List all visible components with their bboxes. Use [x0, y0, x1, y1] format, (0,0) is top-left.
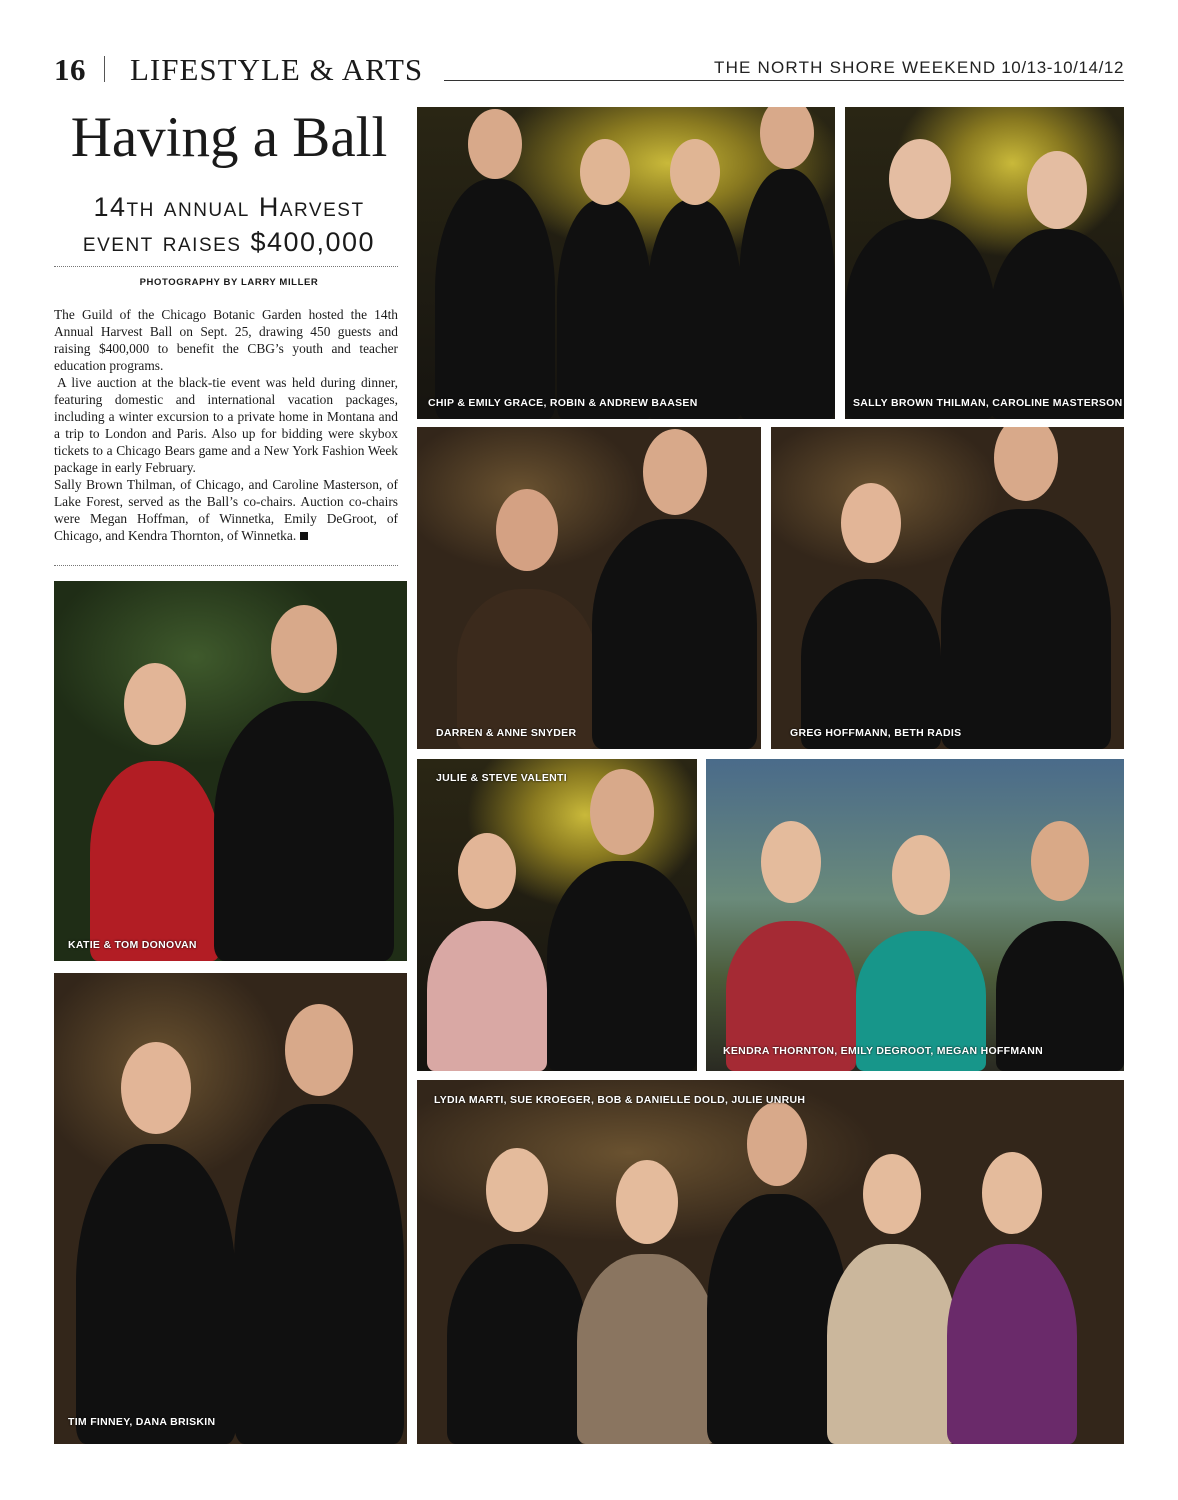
dotted-rule: [54, 565, 398, 566]
person-figure: [557, 199, 652, 419]
person-figure: [707, 1194, 847, 1444]
article-paragraph-text: Sally Brown Thilman, of Chicago, and Caroline Masterson, of Lake Forest, served as the Ball’s co-chairs. Auction co-chairs were Megan Hoffman, of Winnetka, Emily DeGroot, of Chicago, and Kendra Thornton, of Winnetka.: [54, 477, 398, 543]
photo-caption: DARREN & ANNE SNYDER: [436, 727, 577, 739]
person-figure: [435, 179, 555, 419]
photo-donovan: [54, 581, 407, 961]
photo-thornton-degroot-hoffmann: [706, 759, 1124, 1071]
person-figure: [827, 1244, 957, 1444]
person-figure: [577, 1254, 717, 1444]
person-figure: [447, 1244, 587, 1444]
photo-caption: SALLY BROWN THILMAN, CAROLINE MASTERSON: [853, 397, 1123, 409]
photo-grace-baasen: [417, 107, 835, 419]
person-figure: [941, 509, 1111, 749]
issue-date: 10/13-10/14/12: [1001, 58, 1124, 77]
photo-hoffmann-radis: [771, 427, 1124, 749]
photo-valenti: [417, 759, 697, 1071]
photo-caption: KENDRA THORNTON, EMILY DEGROOT, MEGAN HOFFMANN: [723, 1045, 1044, 1057]
end-mark-icon: [300, 532, 308, 540]
person-figure: [947, 1244, 1077, 1444]
person-figure: [76, 1144, 236, 1444]
person-figure: [990, 229, 1124, 419]
section-title: LIFESTYLE & ARTS: [130, 52, 424, 87]
photo-caption: GREG HOFFMANN, BETH RADIS: [790, 727, 962, 739]
person-figure: [547, 861, 697, 1071]
photo-caption: CHIP & EMILY GRACE, ROBIN & ANDREW BAASEN: [428, 397, 698, 409]
photo-finney-briskin: [54, 973, 407, 1444]
dotted-rule: [54, 266, 398, 267]
photo-caption: JULIE & STEVE VALENTI: [436, 772, 567, 784]
person-figure: [234, 1104, 404, 1444]
page-header: [54, 52, 1124, 88]
article-paragraph: A live auction at the black-tie event was held during dinner, featuring domestic and international vacation packages, including a winter excursion to a private home in Montana and a trip to London and Paris. Also up for bidding were skybox tickets to a Chicago Bears game and a New York Fashion Week package in early February.: [54, 375, 398, 475]
publication-name: THE NORTH SHORE WEEKEND: [714, 58, 997, 77]
subheadline: 14th annual Harvest event raises $400,000: [82, 192, 376, 257]
header-rule: [444, 80, 1124, 81]
photo-credit: PHOTOGRAPHY BY LARRY MILLER: [139, 277, 319, 288]
photo-thilman-masterson: [845, 107, 1124, 419]
person-figure: [457, 589, 597, 749]
person-figure: [801, 579, 941, 749]
person-figure: [845, 219, 995, 419]
person-figure: [214, 701, 394, 961]
photo-marti-kroeger-dold-unruh: [417, 1080, 1124, 1444]
person-figure: [90, 761, 220, 961]
article-paragraph: [54, 476, 398, 544]
photo-caption: LYDIA MARTI, SUE KROEGER, BOB & DANIELLE DOLD, JULIE UNRUH: [434, 1094, 806, 1106]
article-paragraph: The Guild of the Chicago Botanic Garden hosted the 14th Annual Harvest Ball on Sept. 25, drawing 450 guests and raising $400,000 to benefit the CBG’s youth and teacher education programs.: [54, 307, 398, 373]
photo-snyder: [417, 427, 761, 749]
page-number: 16: [54, 52, 86, 87]
photo-caption: TIM FINNEY, DANA BRISKIN: [68, 1416, 216, 1428]
person-figure: [647, 199, 742, 419]
person-figure: [592, 519, 757, 749]
article-body: [54, 306, 398, 544]
person-figure: [739, 169, 835, 419]
header-divider: [104, 56, 105, 82]
photo-caption: KATIE & TOM DONOVAN: [68, 939, 197, 951]
person-figure: [427, 921, 547, 1071]
headline: Having a Ball: [70, 106, 388, 169]
